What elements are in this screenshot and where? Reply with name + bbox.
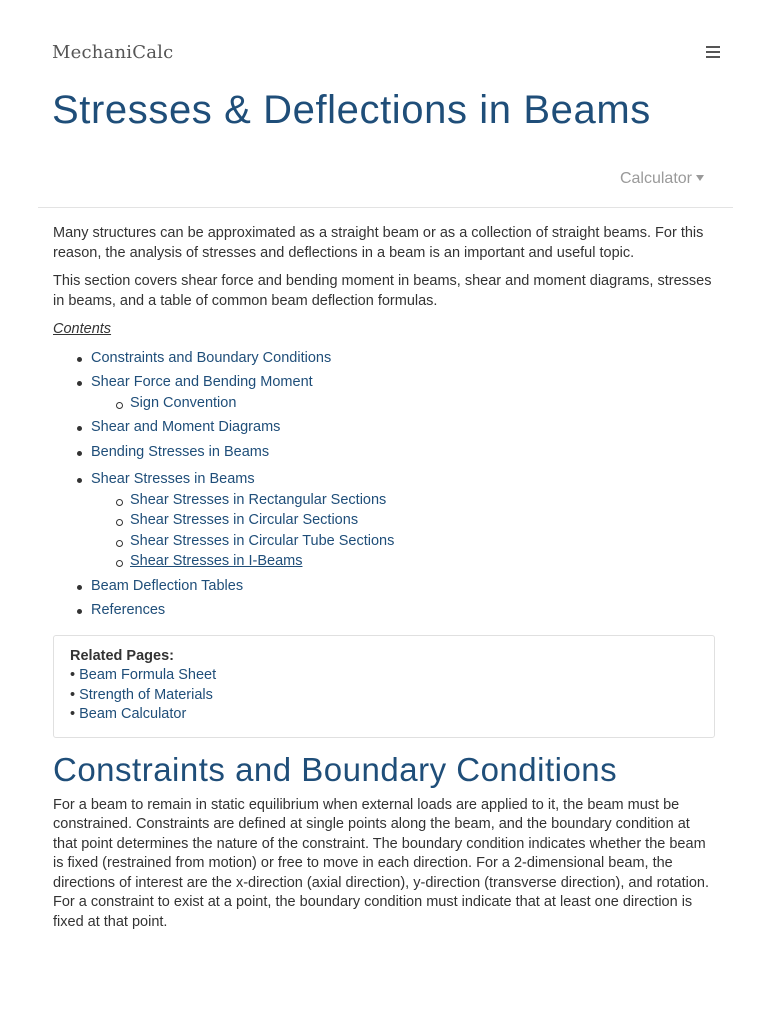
toc-subitem: [130, 394, 715, 414]
toc-link-shear-stresses[interactable]: Shear Stresses in Beams: [91, 471, 255, 487]
toc-item: [91, 418, 715, 438]
toc-item: [91, 443, 715, 463]
related-item: [70, 666, 698, 686]
main-content: [53, 224, 715, 941]
related-link-strength-of-materials[interactable]: Strength of Materials: [79, 686, 213, 703]
related-item: [70, 686, 698, 706]
toc-item: [91, 349, 715, 369]
toc-sublist: [130, 394, 715, 414]
related-link-beam-calculator[interactable]: Beam Calculator: [79, 706, 187, 722]
bullet: •: [70, 667, 76, 683]
toc-subitem: [130, 511, 715, 531]
related-pages-box: [53, 635, 715, 738]
intro-paragraph-2: This section covers shear force and bending moment in beams, shear and moment diagrams, stresses in beams, and a table of common beam deflection formulas.: [53, 273, 712, 309]
brand-logo[interactable]: MechaniCalc: [52, 42, 174, 63]
toc-subitem: [130, 552, 715, 572]
section-body-constraints: For a beam to remain in static equilibrium when external loads are applied to it, the beam must be constrained. Constraints are defined at single points along the beam, and the boundary condition at that point determines the nature of the constraint. The boundary condition indicates whether the beam is fixed (restrained from motion) or free to move in each direction. For a 2-dimensional beam, the directions of interest are the x-direction (axial direction), y-direction (transverse direction), and rotation. For a constraint to exist at a point, the boundary condition must indicate that at least one direction is fixed at that point.: [53, 796, 710, 930]
contents-label: Contents: [53, 321, 112, 337]
related-link-beam-formula-sheet[interactable]: Beam Formula Sheet: [79, 667, 217, 683]
related-item: [70, 705, 698, 725]
toc-link-references[interactable]: References: [91, 602, 166, 618]
toc-link-rectangular-sections[interactable]: Shear Stresses in Rectangular Sections: [130, 491, 387, 508]
calculator-dropdown-label: Calculator: [619, 170, 692, 187]
toc-item: [91, 373, 715, 413]
toc-link-sign-convention[interactable]: Sign Convention: [130, 394, 237, 411]
bullet: •: [70, 706, 76, 722]
toc-item: [91, 577, 715, 597]
toc-subitem: [130, 532, 715, 552]
toc-link-i-beams[interactable]: Shear Stresses in I-Beams: [130, 553, 303, 569]
toc-link-circular-sections[interactable]: Shear Stresses in Circular Sections: [130, 512, 359, 528]
section-title-constraints: Constraints and Boundary Conditions: [53, 750, 618, 788]
toc-subitem: [130, 491, 715, 511]
related-pages-title: Related Pages:: [70, 647, 174, 664]
intro-paragraph-1: Many structures can be approximated as a straight beam or as a collection of straight beams. For this reason, the analysis of stresses and deflections in a beam is an important and useful topic.: [53, 225, 704, 261]
toc-sublist: [130, 491, 715, 572]
toc-link-shear-moment-diagrams[interactable]: Shear and Moment Diagrams: [91, 419, 281, 435]
toc-item: [91, 470, 715, 572]
toc-link-bending-stresses[interactable]: Bending Stresses in Beams: [91, 443, 270, 460]
page-title: Stresses & Deflections in Beams: [52, 88, 651, 132]
toc-item: [91, 601, 715, 621]
bullet: •: [70, 686, 76, 703]
divider: [38, 207, 733, 208]
toc-link-shear-force-bending-moment[interactable]: Shear Force and Bending Moment: [91, 374, 313, 390]
hamburger-menu-icon[interactable]: [706, 46, 720, 60]
table-of-contents: [91, 349, 715, 621]
calculator-dropdown[interactable]: [620, 170, 704, 188]
caret-down-icon: [696, 175, 704, 181]
toc-link-constraints[interactable]: Constraints and Boundary Conditions: [91, 349, 332, 366]
toc-link-beam-deflection-tables[interactable]: Beam Deflection Tables: [91, 577, 244, 594]
toc-link-circular-tube-sections[interactable]: Shear Stresses in Circular Tube Sections: [130, 532, 395, 549]
site-header: [52, 40, 720, 68]
